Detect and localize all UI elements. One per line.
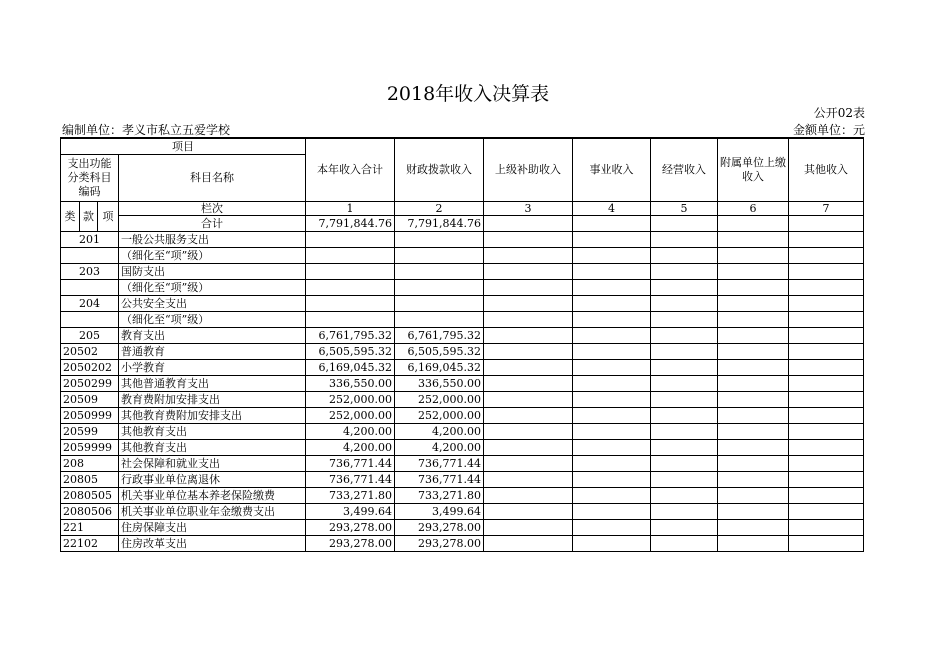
empty-cell bbox=[789, 312, 864, 328]
empty-cell bbox=[651, 536, 718, 552]
table-body bbox=[61, 232, 864, 552]
row-subject-name: 普通教育 bbox=[119, 344, 306, 360]
col-number: 6 bbox=[718, 202, 789, 216]
col-number: 7 bbox=[789, 202, 864, 216]
row-code: 201 bbox=[61, 232, 119, 248]
empty-cell bbox=[573, 248, 651, 264]
empty-cell bbox=[789, 424, 864, 440]
row-code: 22102 bbox=[61, 536, 119, 552]
empty-cell bbox=[573, 280, 651, 296]
empty-cell bbox=[718, 392, 789, 408]
row-fiscal bbox=[395, 248, 484, 264]
empty-cell bbox=[789, 264, 864, 280]
empty-cell bbox=[573, 424, 651, 440]
empty-cell bbox=[789, 248, 864, 264]
col-number: 4 bbox=[573, 202, 651, 216]
row-total: 736,771.44 bbox=[306, 456, 395, 472]
row-fiscal: 733,271.80 bbox=[395, 488, 484, 504]
empty-cell bbox=[484, 520, 573, 536]
empty-cell bbox=[484, 280, 573, 296]
empty-cell bbox=[651, 520, 718, 536]
empty-cell bbox=[651, 264, 718, 280]
empty-cell bbox=[484, 344, 573, 360]
empty-cell bbox=[789, 280, 864, 296]
empty-cell bbox=[651, 376, 718, 392]
empty-cell bbox=[484, 536, 573, 552]
empty-cell bbox=[718, 280, 789, 296]
empty-cell bbox=[651, 248, 718, 264]
table-row bbox=[61, 424, 864, 440]
table-row bbox=[61, 360, 864, 376]
empty-cell bbox=[651, 344, 718, 360]
empty-cell bbox=[484, 488, 573, 504]
row-subject-name: 行政事业单位离退休 bbox=[119, 472, 306, 488]
empty-cell bbox=[484, 424, 573, 440]
row-fiscal: 293,278.00 bbox=[395, 520, 484, 536]
row-code: 208 bbox=[61, 456, 119, 472]
empty-cell bbox=[789, 520, 864, 536]
row-subject-name: 社会保障和就业支出 bbox=[119, 456, 306, 472]
table-row bbox=[61, 392, 864, 408]
empty-cell bbox=[718, 248, 789, 264]
col-number: 1 bbox=[306, 202, 395, 216]
row-fiscal bbox=[395, 232, 484, 248]
header-func-code: 支出功能分类科目编码 bbox=[61, 155, 119, 202]
row-total: 736,771.44 bbox=[306, 472, 395, 488]
row-code: 20599 bbox=[61, 424, 119, 440]
empty-cell bbox=[789, 392, 864, 408]
empty-cell bbox=[484, 296, 573, 312]
row-total: 6,761,795.32 bbox=[306, 328, 395, 344]
empty-cell bbox=[718, 232, 789, 248]
empty-cell bbox=[484, 312, 573, 328]
row-subject-name: 住房改革支出 bbox=[119, 536, 306, 552]
header-business: 事业收入 bbox=[573, 138, 651, 202]
row-total bbox=[306, 264, 395, 280]
empty-cell bbox=[718, 520, 789, 536]
row-code: 20502 bbox=[61, 344, 119, 360]
empty-cell bbox=[484, 248, 573, 264]
table-row bbox=[61, 472, 864, 488]
row-subject-name: 国防支出 bbox=[119, 264, 306, 280]
compiler-unit: 编制单位：孝义市私立五爱学校 bbox=[62, 123, 231, 137]
header-xiang: 项 bbox=[98, 202, 119, 232]
amount-unit: 金额单位：元 bbox=[792, 123, 865, 137]
row-code: 20509 bbox=[61, 392, 119, 408]
row-fiscal: 6,761,795.32 bbox=[395, 328, 484, 344]
row-code: 221 bbox=[61, 520, 119, 536]
empty-cell bbox=[484, 456, 573, 472]
col-number: 3 bbox=[484, 202, 573, 216]
row-subject-name: 一般公共服务支出 bbox=[119, 232, 306, 248]
empty-cell bbox=[718, 504, 789, 520]
empty-cell bbox=[573, 504, 651, 520]
header-lei: 类 bbox=[61, 202, 80, 232]
empty-cell bbox=[718, 456, 789, 472]
empty-cell bbox=[718, 424, 789, 440]
row-total: 4,200.00 bbox=[306, 424, 395, 440]
empty-cell bbox=[651, 424, 718, 440]
row-fiscal bbox=[395, 296, 484, 312]
table-row bbox=[61, 232, 864, 248]
row-subject-name: （细化至“项”级） bbox=[119, 312, 306, 328]
row-code: 2050299 bbox=[61, 376, 119, 392]
empty-cell bbox=[651, 440, 718, 456]
total-label: 合计 bbox=[119, 216, 306, 232]
row-fiscal: 6,169,045.32 bbox=[395, 360, 484, 376]
row-fiscal: 293,278.00 bbox=[395, 536, 484, 552]
empty-cell bbox=[651, 408, 718, 424]
empty-cell bbox=[484, 440, 573, 456]
row-code bbox=[61, 280, 119, 296]
row-fiscal: 4,200.00 bbox=[395, 424, 484, 440]
empty-cell bbox=[718, 264, 789, 280]
row-code: 2059999 bbox=[61, 440, 119, 456]
table-row bbox=[61, 408, 864, 424]
empty-cell bbox=[789, 536, 864, 552]
empty-cell bbox=[789, 440, 864, 456]
table-row bbox=[61, 296, 864, 312]
empty-cell bbox=[718, 360, 789, 376]
empty-cell bbox=[573, 296, 651, 312]
empty-cell bbox=[484, 264, 573, 280]
empty-cell bbox=[484, 408, 573, 424]
total-fiscal: 7,791,844.76 bbox=[395, 216, 484, 232]
row-subject-name: 小学教育 bbox=[119, 360, 306, 376]
row-total: 252,000.00 bbox=[306, 408, 395, 424]
row-subject-name: 机关事业单位基本养老保险缴费 bbox=[119, 488, 306, 504]
row-subject-name: 教育费附加安排支出 bbox=[119, 392, 306, 408]
empty-cell bbox=[718, 344, 789, 360]
header-project: 项目 bbox=[61, 138, 306, 155]
row-fiscal: 4,200.00 bbox=[395, 440, 484, 456]
empty-cell bbox=[651, 232, 718, 248]
row-code: 203 bbox=[61, 264, 119, 280]
table-row bbox=[61, 520, 864, 536]
empty-cell bbox=[573, 312, 651, 328]
empty-cell bbox=[789, 376, 864, 392]
empty-cell bbox=[573, 376, 651, 392]
row-total bbox=[306, 248, 395, 264]
header-other: 其他收入 bbox=[789, 138, 864, 202]
table-row bbox=[61, 248, 864, 264]
empty-cell bbox=[651, 456, 718, 472]
table-row bbox=[61, 312, 864, 328]
row-fiscal: 252,000.00 bbox=[395, 392, 484, 408]
header-superior: 上级补助收入 bbox=[484, 138, 573, 202]
row-subject-name: 其他教育费附加安排支出 bbox=[119, 408, 306, 424]
row-fiscal: 736,771.44 bbox=[395, 472, 484, 488]
empty-cell bbox=[789, 472, 864, 488]
row-subject-name: 其他教育支出 bbox=[119, 424, 306, 440]
empty-cell bbox=[651, 472, 718, 488]
empty-cell bbox=[573, 440, 651, 456]
row-subject-name: 公共安全支出 bbox=[119, 296, 306, 312]
empty-cell bbox=[651, 504, 718, 520]
empty-cell bbox=[651, 328, 718, 344]
row-fiscal: 336,550.00 bbox=[395, 376, 484, 392]
row-total: 733,271.80 bbox=[306, 488, 395, 504]
row-total: 4,200.00 bbox=[306, 440, 395, 456]
row-subject-name: 其他教育支出 bbox=[119, 440, 306, 456]
empty-cell bbox=[573, 488, 651, 504]
col-number: 2 bbox=[395, 202, 484, 216]
header-affiliate: 附属单位上缴收入 bbox=[718, 138, 789, 202]
report-title: 2018年收入决算表 bbox=[386, 83, 550, 105]
empty-cell bbox=[789, 360, 864, 376]
row-code: 205 bbox=[61, 328, 119, 344]
row-subject-name: 其他普通教育支出 bbox=[119, 376, 306, 392]
row-total: 336,550.00 bbox=[306, 376, 395, 392]
empty-cell bbox=[573, 472, 651, 488]
header-fiscal: 财政拨款收入 bbox=[395, 138, 484, 202]
total-amount: 7,791,844.76 bbox=[306, 216, 395, 232]
empty-cell bbox=[718, 488, 789, 504]
row-total: 3,499.64 bbox=[306, 504, 395, 520]
row-code: 20805 bbox=[61, 472, 119, 488]
row-fiscal: 3,499.64 bbox=[395, 504, 484, 520]
empty-cell bbox=[789, 408, 864, 424]
row-fiscal bbox=[395, 312, 484, 328]
empty-cell bbox=[573, 328, 651, 344]
row-subject-name: 教育支出 bbox=[119, 328, 306, 344]
empty-cell bbox=[484, 232, 573, 248]
empty-cell bbox=[484, 472, 573, 488]
empty-cell bbox=[484, 504, 573, 520]
empty-cell bbox=[718, 312, 789, 328]
header-kuan: 款 bbox=[80, 202, 98, 232]
empty-cell bbox=[651, 488, 718, 504]
table-row bbox=[61, 264, 864, 280]
empty-cell bbox=[789, 296, 864, 312]
row-total: 252,000.00 bbox=[306, 392, 395, 408]
empty-cell bbox=[718, 376, 789, 392]
row-fiscal bbox=[395, 280, 484, 296]
empty-cell bbox=[651, 392, 718, 408]
table-row bbox=[61, 328, 864, 344]
empty-cell bbox=[573, 360, 651, 376]
row-fiscal bbox=[395, 264, 484, 280]
empty-cell bbox=[484, 392, 573, 408]
empty-cell bbox=[484, 360, 573, 376]
empty-cell bbox=[573, 408, 651, 424]
row-subject-name: 住房保障支出 bbox=[119, 520, 306, 536]
row-code: 2050202 bbox=[61, 360, 119, 376]
row-code bbox=[61, 312, 119, 328]
empty-cell bbox=[651, 312, 718, 328]
empty-cell bbox=[718, 328, 789, 344]
row-subject-name: 机关事业单位职业年金缴费支出 bbox=[119, 504, 306, 520]
empty-cell bbox=[573, 344, 651, 360]
empty-cell bbox=[484, 328, 573, 344]
table-row bbox=[61, 456, 864, 472]
empty-cell bbox=[573, 520, 651, 536]
empty-cell bbox=[573, 264, 651, 280]
table-row bbox=[61, 488, 864, 504]
row-subject-name: （细化至“项”级） bbox=[119, 248, 306, 264]
row-subject-name: （细化至“项”级） bbox=[119, 280, 306, 296]
empty-cell bbox=[573, 456, 651, 472]
empty-cell bbox=[484, 376, 573, 392]
row-code: 2080506 bbox=[61, 504, 119, 520]
income-table bbox=[60, 137, 864, 552]
empty-cell bbox=[789, 344, 864, 360]
empty-cell bbox=[789, 456, 864, 472]
row-total: 6,169,045.32 bbox=[306, 360, 395, 376]
empty-cell bbox=[651, 360, 718, 376]
table-row bbox=[61, 344, 864, 360]
row-fiscal: 736,771.44 bbox=[395, 456, 484, 472]
header-subject-name: 科目名称 bbox=[119, 155, 306, 202]
table-row bbox=[61, 376, 864, 392]
row-total: 293,278.00 bbox=[306, 520, 395, 536]
empty-cell bbox=[789, 488, 864, 504]
row-code: 2050999 bbox=[61, 408, 119, 424]
header-operating: 经营收入 bbox=[651, 138, 718, 202]
row-total bbox=[306, 312, 395, 328]
empty-cell bbox=[573, 536, 651, 552]
row-total bbox=[306, 232, 395, 248]
table-row bbox=[61, 440, 864, 456]
empty-cell bbox=[789, 504, 864, 520]
empty-cell bbox=[718, 408, 789, 424]
empty-cell bbox=[718, 440, 789, 456]
row-fiscal: 252,000.00 bbox=[395, 408, 484, 424]
header-total: 本年收入合计 bbox=[306, 138, 395, 202]
col-number: 5 bbox=[651, 202, 718, 216]
row-total bbox=[306, 280, 395, 296]
table-row bbox=[61, 280, 864, 296]
empty-cell bbox=[573, 232, 651, 248]
empty-cell bbox=[789, 232, 864, 248]
empty-cell bbox=[651, 280, 718, 296]
row-fiscal: 6,505,595.32 bbox=[395, 344, 484, 360]
empty-cell bbox=[573, 392, 651, 408]
header-lanci: 栏次 bbox=[119, 202, 306, 216]
row-total: 293,278.00 bbox=[306, 536, 395, 552]
empty-cell bbox=[718, 296, 789, 312]
row-code bbox=[61, 248, 119, 264]
row-code: 2080505 bbox=[61, 488, 119, 504]
empty-cell bbox=[789, 328, 864, 344]
row-code: 204 bbox=[61, 296, 119, 312]
row-total bbox=[306, 296, 395, 312]
empty-cell bbox=[718, 536, 789, 552]
row-total: 6,505,595.32 bbox=[306, 344, 395, 360]
table-row bbox=[61, 504, 864, 520]
empty-cell bbox=[651, 296, 718, 312]
document-code: 公开02表 bbox=[813, 106, 865, 120]
table-row bbox=[61, 536, 864, 552]
empty-cell bbox=[718, 472, 789, 488]
